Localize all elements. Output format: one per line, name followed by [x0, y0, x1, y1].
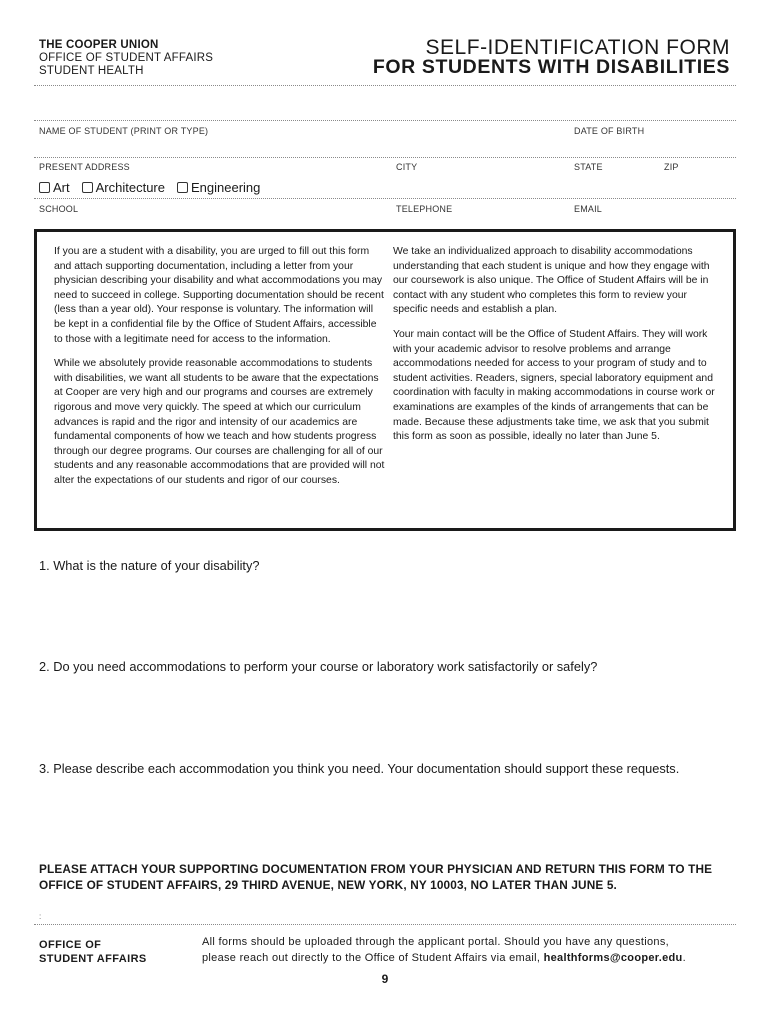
dob-field-label: DATE OF BIRTH: [574, 126, 645, 136]
school-label-art: Art: [53, 180, 70, 195]
school-checkbox-architecture[interactable]: [82, 180, 165, 195]
info-left-column: [54, 245, 386, 499]
form-title-line2: FOR STUDENTS WITH DISABILITIES: [372, 56, 730, 78]
footer-note-line2: [202, 950, 742, 966]
footer-note-line1: All forms should be uploaded through the applicant portal. Should you have any questions,: [202, 936, 669, 948]
org-dept: STUDENT HEALTH: [39, 65, 144, 77]
form-title-line1: SELF-IDENTIFICATION FORM: [425, 36, 730, 59]
zip-field-label: ZIP: [664, 162, 679, 172]
footer-note-line2-prefix: please reach out directly to the Office of Student Affairs via email,: [202, 952, 544, 964]
name-field-label: NAME OF STUDENT (PRINT OR TYPE): [39, 126, 209, 136]
city-field-label: CITY: [396, 162, 418, 172]
footer-divider: [34, 924, 736, 925]
checkbox-icon[interactable]: [82, 182, 93, 193]
attach-notice: PLEASE ATTACH YOUR SUPPORTING DOCUMENTATION FROM YOUR PHYSICIAN AND RETURN THIS FORM TO THE OFFICE OF STUDENT AFFAIRS, 29 THIRD AVENUE, NEW YORK, NY 10003, NO LATER THAN JUNE 5.: [39, 862, 713, 892]
school-field-label: SCHOOL: [39, 204, 79, 214]
footer-note-line2-suffix: .: [682, 952, 686, 964]
footer-office-line2: STUDENT AFFAIRS: [39, 953, 147, 965]
checkbox-icon[interactable]: [177, 182, 188, 193]
address-field-line[interactable]: [34, 157, 736, 158]
name-field-line[interactable]: [34, 120, 736, 121]
school-field-line[interactable]: [34, 198, 736, 199]
info-box: [34, 229, 736, 531]
footer-note: [202, 934, 742, 966]
info-right-column: [393, 245, 721, 455]
telephone-field-label: TELEPHONE: [396, 204, 453, 214]
state-field-label: STATE: [574, 162, 603, 172]
org-office: OFFICE OF STUDENT AFFAIRS: [39, 52, 214, 64]
question-2: 2. Do you need accommodations to perform your course or laboratory work satisfactorily or safely?: [39, 659, 598, 674]
info-left-paragraph-2: While we absolutely provide reasonable accommodations to students with disabilities, we want all students to be aware that the expectations at Cooper are very high and our programs and courses are extremely rigorous and move very quickly. The speed at which our curriculum advances is rapid and the rigor and intensity of our academics are fundamental components of how we teach and how students progress through our degree programs. Our courses are challenging for all of our students and any reasonable accommodations that are provided will not alter the expectations of our students and rigor of our courses.: [54, 358, 385, 486]
address-field-label: PRESENT ADDRESS: [39, 162, 130, 172]
info-left-paragraph-1: If you are a student with a disability, you are urged to fill out this form and attach supporting documentation, including a letter from your physician describing your disability and what accommodations you may need to succeed in college. Supporting documentation should be recent (less than a year old). Your response is voluntary. The information will be kept in a confidential file by the Office of Student Affairs, accessible to those with a legitimate need for access to the information.: [54, 246, 384, 345]
info-right-paragraph-1: We take an individualized approach to disability accommodations understanding that each student is unique and how they engage with our coursework is also unique. The Office of Student Affairs will be in contact with any student who completes this form to review your specific needs and establish a plan.: [393, 246, 710, 316]
question-3: 3. Please describe each accommodation you think you need. Your documentation should support these requests.: [39, 761, 680, 776]
school-label-engineering: Engineering: [191, 180, 261, 195]
info-right-paragraph-2: Your main contact will be the Office of Student Affairs. They will work with your academic advisor to resolve problems and arrange accommodations needed for access to your program of study and to student activities. Readers, signers, special laboratory equipment and coordination with faculty in making accommodations in course work or examinations are examples of the kinds of arrangements that can be made. Because these adjustments take time, we ask that you submit this form as soon as possible, ideally no later than June 5.: [393, 328, 715, 443]
checkbox-icon[interactable]: [39, 182, 50, 193]
school-checkboxes: [39, 180, 260, 195]
school-checkbox-engineering[interactable]: [177, 180, 260, 195]
header-divider: [34, 85, 736, 86]
question-1: 1. What is the nature of your disability?: [39, 558, 260, 573]
school-checkbox-art[interactable]: [39, 180, 70, 195]
colon-mark: :: [39, 912, 42, 921]
footer-office: [39, 938, 147, 966]
email-field-label: EMAIL: [574, 204, 603, 214]
school-label-architecture: Architecture: [95, 180, 165, 195]
page-number: 9: [381, 972, 389, 986]
footer-email-link[interactable]: healthforms@cooper.edu: [543, 952, 683, 964]
footer-office-line1: OFFICE OF: [39, 939, 102, 951]
org-name: THE COOPER UNION: [39, 39, 159, 51]
